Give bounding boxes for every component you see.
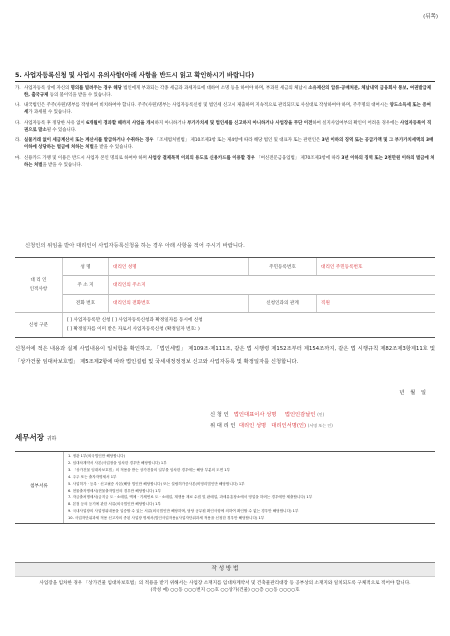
notice-item: [15, 102, 435, 116]
agent-address-label: 주 소 지: [63, 276, 109, 293]
notice-bold-text: 부가가치세 및 법인세를 신고하지 아니하거나 사업장을 무단 이전: [187, 120, 313, 126]
notice-text: 을 받을 수 있습니다.: [42, 162, 83, 168]
agent-seal-suffix: (서명 또는 인): [307, 423, 333, 428]
notice-text: 사업자등록 후 정당한 사유 없이: [24, 120, 87, 126]
attachment-item: 8. 본점 등의 등기에 관한 서류(외국법인만 해당합니다) 1부: [68, 502, 161, 507]
attachments-label: 첨부서류: [15, 452, 64, 523]
agent-intro-text: 신청인의 위임을 받아 대리인이 사업자등록신청을 하는 경우 아래 사항을 적어 주시기 바랍니다.: [25, 243, 245, 249]
notice-bold-text: 3년 이하의 징역 또는 공급가액 및 그 부가가치세액의 3배 이하에 상당하는 벌금에 처하는 처벌: [24, 138, 434, 151]
method-text: [15, 580, 435, 594]
attachment-item: 6. 현물출자명세서(현물출자법인의 경우만 해당합니다) 1부: [68, 488, 161, 493]
notice-text: 등의 불이익을 받을 수 있습니다.: [48, 93, 112, 99]
applicant-seal: 법인인감날인: [284, 412, 316, 418]
agent-name-field[interactable]: 대리인 성명: [109, 258, 249, 275]
notice-text: 사업자등록 상에 자신의: [24, 86, 71, 91]
agent-phone-field[interactable]: 대리인의 전화번호: [109, 295, 249, 312]
notice-bold-text: 양도소득세 또는 증여세: [24, 103, 431, 116]
notice-text: 될 수 있습니다.: [46, 127, 77, 133]
applicant-label: 신 청 인: [210, 412, 229, 418]
tax-office-addressee: [15, 432, 56, 443]
attachment-item: 1. 정관 1부(외국법인만 해당합니다): [68, 454, 126, 458]
notice-item: [15, 85, 435, 99]
agent-form: [15, 257, 435, 338]
apply-option-register[interactable]: [ ] 사업자등록만 신청 [ ] 사업자등록신청과 확정일자를 동시에 신청: [67, 318, 203, 323]
notice-marker: 가.: [15, 86, 21, 91]
notice-text: 「여신전문금융업법」 제70조제3항에 따라: [254, 155, 342, 161]
method-line: 사업장을 임차한 경우 「상가건물 임대차보호법」의 적용을 받기 위해서는 사업장 소재지를 임대차계약서 및 건축물관리대장 등 공부상의 소재지와 일치되도록 구체적으로 적어야 합니다.: [39, 581, 411, 586]
agent-id-field[interactable]: 대리인 주민등록번호: [321, 264, 363, 270]
notice-marker: 다.: [15, 120, 21, 126]
attachment-item: 4. 주주 또는 출자자명세서 1부: [68, 474, 117, 479]
declaration-text: 신청서에 적은 내용과 실제 사업내용이 일치함을 확인하고, 「법인세법」 제109조·제111조, 같은 법 시행령 제152조부터 제154조까지, 같은 법 시행규칙 제82조제3항제11호 및 「상가건물 임대차보호법」 제5조제2항에 따라 법인설립 및 국세새정정정보 신고와 사업자등록 및 확정일자를 신청합니다.: [15, 346, 435, 365]
agent-sign-label: 위 대 리 인: [210, 423, 236, 429]
agent-relation-field[interactable]: 직원: [321, 301, 330, 307]
notice-bold-text: 3년 이하의 징역 또는 2천만원 이하의 벌금에 처하는 처벌: [24, 155, 435, 168]
agent-address-field[interactable]: 대리인의 주소지: [113, 282, 146, 288]
agent-sign-seal: 대리인서명(인): [271, 423, 307, 429]
notes-list: [15, 85, 435, 172]
agent-relation-label: 신청인과의 관계: [249, 295, 317, 312]
attachments-table: [15, 451, 435, 524]
notice-text: 법인에게 부과되는 각종 세금과 과세자료에 대하여 소명 등을 하여야 하며, 부과된 세금의 체납시: [121, 86, 309, 91]
attachment-item: 2. 임대차계약서 사본(사업장을 임차한 경우만 해당합니다) 1부: [68, 460, 167, 465]
attachment-item: 7. 자금출처명세서(금지금 도 · 소매업, 액체 · 기체연료 도 · 소매업, 재생용 재료 수집 및 판매업, 과세유흥장소에서 영업을 하려는 경우에만 제출합니다) 1부: [68, 495, 313, 500]
section-title: 5. 사업자등록신청 및 사업시 유의사항(아래 사항을 반드시 읽고 확인하시기 바랍니다): [15, 70, 435, 82]
notice-item: [15, 155, 435, 169]
tax-office-name: 세무서장: [15, 433, 44, 442]
agent-phone-label: 전화 번호: [63, 295, 109, 312]
notice-item: [15, 137, 435, 151]
attachment-item: 3. 「상가건물 임대차보호법」의 적용을 받는 상가건물의 일부를 임차한 경우에는 해당 부분의 도면 1부: [68, 467, 230, 472]
notice-marker: 나.: [15, 103, 21, 109]
agent-name-label: 성 명: [63, 258, 109, 275]
notice-text: 가 과세될 수 있습니다.: [28, 110, 73, 116]
applicant-signature-line: [210, 410, 324, 418]
method-title: 작 성 방 법: [15, 562, 435, 577]
attachments-list: [64, 452, 316, 523]
notice-bold-text: 소유재산의 압류·공매처분, 체납내역 금융회사 통보, 여권발급제한, 출국규제: [24, 86, 432, 99]
notice-text: 내국법인은 주주(사원)명부를 작성하여 비치하여야 합니다. 주주(사원)명부는 사업자등록신청 및 법인세 신고시 제출하며 지속적으로 관리되므로 사실대로 작성하여야 하며, 주주명의 대여시는: [24, 103, 390, 109]
notice-marker: 마.: [15, 155, 21, 161]
applicant-seal-suffix: (인): [317, 412, 325, 417]
notice-text: 「조세범처벌법」 제10조제3항 또는 제4항에 따라 해당 법인 및 대표자 또는 관련인은: [153, 138, 322, 144]
agent-side-label: 대 리 인 인적사항: [15, 258, 63, 312]
notice-bold-text: 사업상 결제목적 이외의 용도로 신용카드를 이용할 경우: [148, 155, 255, 161]
apply-type-label: 신청 구분: [15, 313, 63, 337]
attachment-item: 5. 사업허가 · 등록 · 신고필증 사본(해당 법인만 해당합니다) 또는 설립허가증사본(비영리법인만 해당합니다) 1부: [68, 481, 245, 486]
notice-text: 하여 실지사업여부의 확인이 어려울 경우에는: [312, 120, 400, 126]
method-example: (작성 예) ○○동 ○○○번지 ○○호 ○○상가(건물) ○○층 ○○동 ○○○○호: [150, 588, 300, 593]
notice-item: [15, 120, 435, 134]
attachment-item: 10. 사업자단위과세 적용 신고자의 종된 사업장 명세서(법인사업자용)(사업자단위과세 적용을 신청한 경우만 해당합니다) 1부: [68, 516, 265, 521]
notice-bold-text: 6개월이 경과할 때까지 사업을 개시: [86, 120, 155, 126]
notice-marker: 라.: [15, 138, 21, 144]
agent-sign-name[interactable]: 대리인 성명: [238, 423, 267, 429]
date-line: 년 월 일: [399, 390, 428, 396]
attachment-item: 9. 국내사업장의 사업영위내용을 입증할 수 있는 서류(외국법인만 해당하며, 담당 공무원 확인사항에 의하여 확인할 수 없는 경우만 해당합니다) 1부: [68, 509, 299, 514]
notice-text: 을 받을 수 있습니다.: [93, 145, 134, 151]
notice-bold-text: 실물거래 없이 세금계산서 또는 계산서를 발급하거나 수취하는 경우: [24, 138, 154, 144]
notice-bold-text: 사업자등록이 직권으로 말소: [24, 120, 432, 133]
notice-text: 하지 아니하거나: [154, 120, 188, 126]
tax-office-suffix: 귀하: [46, 436, 57, 442]
apply-option-fixed-date[interactable]: [ ] 확정일자를 이미 받은 자로서 사업자등록신청 (확정일자 번호: ): [67, 327, 200, 332]
notice-text: 신용카드 가맹 및 이용은 반드시 사업자 본인 명의로 하여야 하며: [24, 155, 149, 161]
notice-bold-text: 명의를 빌려주는 경우 해당: [70, 86, 122, 91]
agent-id-label: 주민등록번호: [249, 258, 317, 275]
agent-signature-line: [210, 421, 333, 429]
applicant-name[interactable]: 법인대표이사 성명: [233, 412, 277, 418]
back-page-label: (뒤쪽): [423, 14, 438, 20]
